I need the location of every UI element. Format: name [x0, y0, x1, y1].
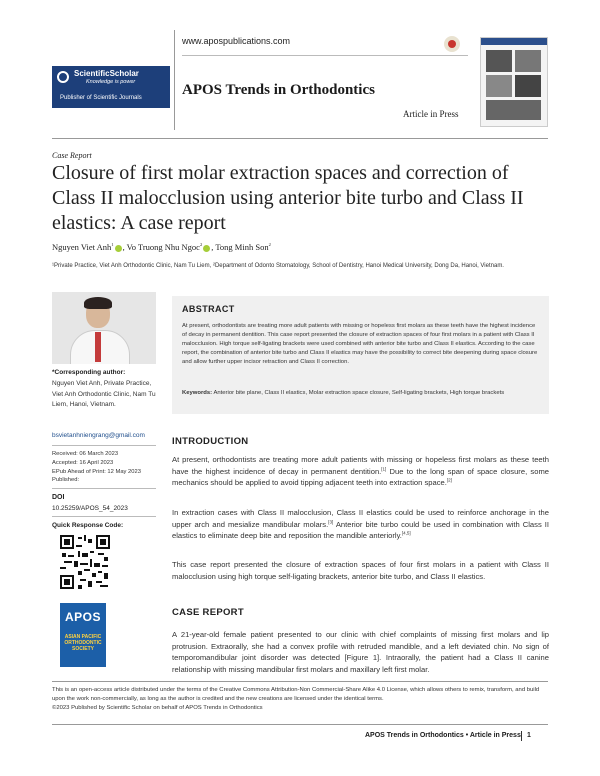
- copyright-line: ©2023 Published by Scientific Scholar on behalf of APOS Trends in Orthodontics: [52, 705, 263, 711]
- orcid-icon[interactable]: [203, 245, 210, 252]
- article-title: Closure of first molar extraction spaces and correction of Class II malocclusion using anterior bite turbo and Class II elastics: A case report: [52, 162, 524, 234]
- case-paragraph-1: A 21-year-old female patient presented to our clinic with chief complaints of missing first molars and lip protrusion. Extraorally, she had a convex profile with retruded mandible, and a left deviated chin. No sign of temporomandibular joint disorder was detected [Figure 1]. Intraorally, the patient had a Class II canine relationship with missing mandibular first molars and maxillary left first molar.: [172, 630, 549, 674]
- keywords: [182, 389, 540, 398]
- author-affil-sup: 2: [268, 242, 271, 248]
- case-report-heading: CASE REPORT: [172, 607, 244, 618]
- intro-p1-text-a: At present, orthodontists are treating more adult patients with missing or hopeless first molars as these teeth have the highest incidence of decay in permanent dentition.: [172, 455, 549, 476]
- intro-paragraph-3: This case report presented the closure of extraction spaces of four first molars in a patient with Class II malocclusion using high torque self-ligating brackets, anterior bite turbo, and Class II elastics.: [172, 560, 549, 581]
- header-divider: [174, 30, 175, 130]
- page-number: 1: [527, 732, 531, 739]
- abstract-text: At present, orthodontists are treating more adult patients with missing or hopeless first molars as these teeth have the highest incidence of decay in permanent dentition. This case report presented the closure of extraction spaces of four first molars in a patient with Class II malocclusion. High torque self-ligating brackets were used combined with anterior bite turbo and Class II elastics. According to the case report, the combination of anterior bite turbo and Class II elastics may have the possibility to correct bite deepening during space closure and allow further upper incisor retraction and Class II correction.: [182, 323, 538, 365]
- intro-p2-text-b: Anterior bite turbo could be used in combination with Class II elastics to eliminate deep bite and reposition the mandible anteriorly.: [172, 519, 549, 540]
- received-date: Received: 06 March 2023: [52, 451, 119, 457]
- footer-rule: [52, 724, 548, 725]
- abstract-box: [172, 296, 549, 414]
- keywords-text: Anterior bite plane, Class II elastics, Molar extraction space closure, Self-ligating brackets, High torque brackets: [213, 390, 505, 396]
- publisher-logo: [52, 66, 170, 108]
- article-dates: [52, 450, 156, 485]
- corresponding-author-label: *Corresponding author:: [52, 369, 126, 376]
- author-email-link[interactable]: bsvietanhniengrang@gmail.com: [52, 432, 145, 439]
- author-list: Nguyen Viet Anh$^1$ , Vo Truong Nhu Ngoc$^2$ , Tong Minh Son$^2$: [52, 242, 271, 252]
- title-rule: [52, 138, 548, 139]
- doi-label: DOI: [52, 494, 65, 501]
- sidebar-rule: [52, 488, 156, 489]
- running-footer: APOS Trends in Orthodontics • Article in Press: [365, 732, 521, 739]
- apos-logo-subtext: ASIAN PACIFIC ORTHODONTIC SOCIETY: [64, 634, 102, 652]
- intro-p1-text-b: Due to the long span of space closure, some mechanics should be applied to avoid tipping adjacent teeth into extraction space.: [172, 466, 549, 487]
- publisher-slogan: Knowledge is power: [86, 79, 136, 85]
- scientificscholar-logo-icon: [57, 71, 69, 83]
- article-type: Case Report: [52, 151, 92, 160]
- citation-ref[interactable]: [2]: [446, 477, 452, 483]
- license-text: [52, 686, 548, 713]
- doi-link[interactable]: 10.25259/APOS_54_2023: [52, 505, 128, 512]
- intro-p2-text-a: In extraction cases with Class II malocclusion, Class II elastics could be used to reinforce anchorage in the upper arch and mesialize mandibular molars.: [172, 508, 549, 529]
- intro-paragraph-2: [172, 507, 549, 542]
- journal-title: APOS Trends in Orthodontics: [182, 82, 375, 98]
- corresponding-author-text: Nguyen Viet Anh, Private Practice, Viet Anh Orthodontic Clinic, Nam Tu Liem, Hanoi, Vietnam.: [52, 380, 156, 408]
- publisher-tagline: Publisher of Scientific Journals: [60, 95, 142, 101]
- citation-ref[interactable]: [3]: [328, 518, 334, 524]
- citation-ref[interactable]: [4,5]: [401, 530, 411, 536]
- author-photo: [52, 292, 156, 364]
- published-date: Published:: [52, 477, 80, 484]
- open-access-icon: [444, 36, 460, 52]
- author-name[interactable]: Tong Minh Son: [215, 242, 269, 252]
- footer-rule: [52, 681, 548, 682]
- affiliations: ¹Private Practice, Viet Anh Orthodontic Clinic, Nam Tu Liem, ²Department of Odonto Stomatology, School of Dentistry, Hanoi Medical University, Dong Da, Hanoi, Vietnam.: [52, 263, 504, 269]
- introduction-heading: INTRODUCTION: [172, 436, 249, 447]
- abstract-heading: ABSTRACT: [182, 304, 235, 314]
- orcid-icon[interactable]: [115, 245, 122, 252]
- journal-url[interactable]: www.apospublications.com: [182, 36, 291, 46]
- article-status: Article in Press: [403, 109, 459, 119]
- sidebar-rule: [52, 516, 156, 517]
- keywords-label: Keywords:: [182, 390, 213, 396]
- author-name[interactable]: Nguyen Viet Anh: [52, 242, 112, 252]
- author-affil-sup: 1: [111, 242, 114, 248]
- author-name[interactable]: Vo Truong Nhu Ngoc: [126, 242, 200, 252]
- citation-ref[interactable]: [1]: [381, 465, 387, 471]
- qr-label: Quick Response Code:: [52, 522, 124, 529]
- intro-paragraph-1: [172, 454, 549, 489]
- sidebar-rule: [52, 445, 156, 446]
- page-divider: [521, 731, 522, 741]
- apos-society-logo: [60, 603, 106, 667]
- epub-date: EPub Ahead of Print: 12 May 2023: [52, 468, 141, 475]
- accepted-date: Accepted: 16 April 2023: [52, 459, 114, 466]
- journal-cover-image: [480, 37, 548, 127]
- license-statement: This is an open-access article distributed under the terms of the Creative Commons Attribution-Non Commercial-Share Alike 4.0 License, which allows others to remix, transform, and build upon the work non-commercially, as long as the author is credited and the new creations are licensed under the identical terms.: [52, 687, 540, 702]
- header-rule: [182, 55, 468, 56]
- author-affil-sup: 2: [199, 242, 203, 248]
- publisher-name: ScientificScholar: [74, 69, 139, 78]
- qr-code-icon[interactable]: [60, 535, 110, 589]
- apos-logo-text: APOS: [64, 610, 101, 624]
